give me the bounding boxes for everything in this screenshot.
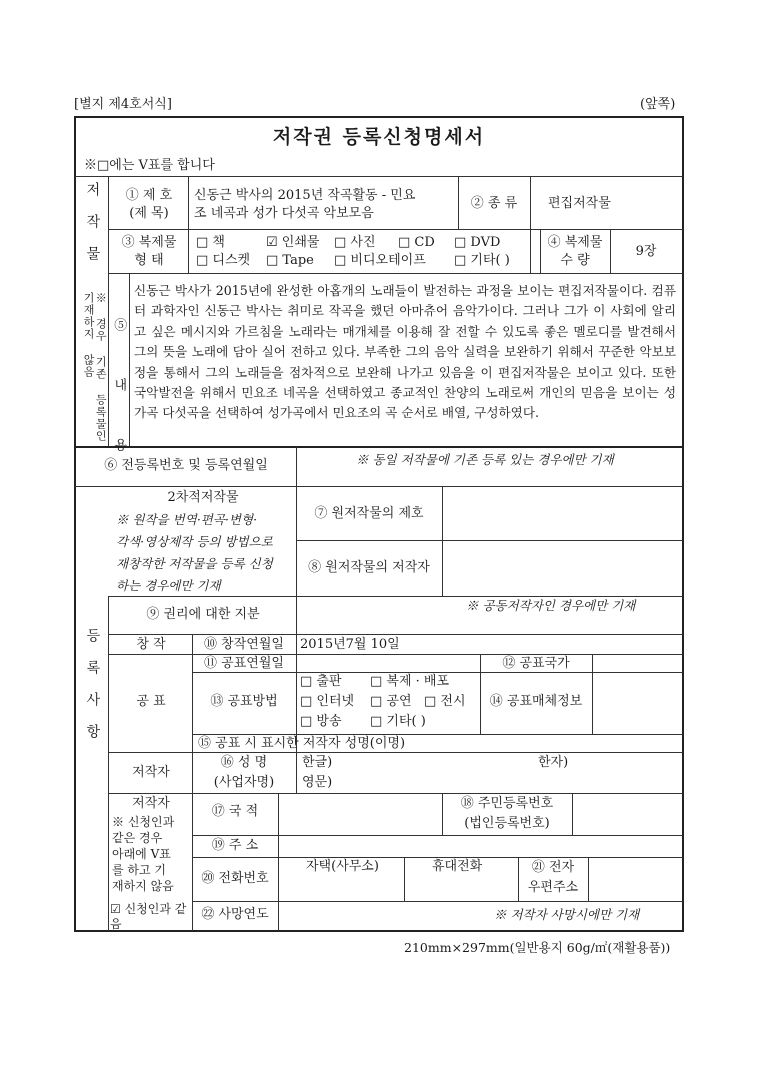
kind-value[interactable]: 편집저작물 xyxy=(548,196,611,211)
title-value-line1[interactable]: 신동근 박사의 2015년 작곡활동 - 민요 xyxy=(194,188,416,203)
content-label: ⑤ 내 용 xyxy=(111,318,127,467)
derivative-title: 2차적저작물 xyxy=(167,490,239,505)
copy-option-print[interactable]: ☑ 인쇄물 xyxy=(266,235,320,250)
copy-option-videotape[interactable]: □ 비디오테이프 xyxy=(334,253,426,268)
page-side-label: (앞쪽) xyxy=(640,97,676,112)
rule xyxy=(296,540,683,541)
rule xyxy=(278,793,279,931)
phone-home-label: 자택(사무소) xyxy=(306,859,379,874)
title-label-sub: (제 목) xyxy=(129,206,169,221)
rule xyxy=(108,229,683,230)
rule xyxy=(192,857,683,858)
phone-mobile-label: 휴대전화 xyxy=(432,859,483,874)
title-value-line2[interactable]: 조 네곡과 성가 다섯곡 악보모음 xyxy=(194,206,374,221)
pub-method-print[interactable]: □ 출판 xyxy=(300,674,342,689)
creation-date-label: ⑩ 창작연월일 xyxy=(204,637,284,652)
author-name-korean[interactable]: 한글) xyxy=(302,755,333,770)
derivative-note-3: 재창작한 저작물을 등록 신청 xyxy=(116,556,273,571)
copy-qty-label: ④ 복제물 xyxy=(547,235,603,250)
rule xyxy=(108,634,683,635)
rule xyxy=(296,447,297,635)
copy-option-other[interactable]: □ 기타( ) xyxy=(454,253,510,268)
nationality-label: ⑰ 국 적 xyxy=(211,804,259,819)
copy-option-cd[interactable]: □ CD xyxy=(398,235,435,250)
checkbox-instruction: ※□에는 V표를 합니다 xyxy=(84,158,215,173)
rule xyxy=(108,596,683,597)
author-name-english[interactable]: 영문) xyxy=(302,775,333,790)
publication-label: 공 표 xyxy=(136,694,166,709)
author-label: 저작자 xyxy=(132,765,170,780)
copy-qty-value[interactable]: 9장 xyxy=(635,244,657,259)
rule xyxy=(108,273,683,274)
author2-label: 저작자 xyxy=(132,796,170,811)
rule xyxy=(108,177,109,446)
rule xyxy=(192,835,683,836)
title-label: ① 제 호 xyxy=(125,188,173,203)
registration-section-label: 등록사항 xyxy=(84,628,101,756)
work-section-label: 저작물 xyxy=(84,182,101,278)
pub-date-label: ⑪ 공표연월일 xyxy=(204,656,284,671)
rights-share-label: ⑨ 권리에 대한 지분 xyxy=(146,607,260,622)
pub-country-label: ⑫ 공표국가 xyxy=(502,656,570,671)
rule xyxy=(108,654,683,655)
rule xyxy=(188,177,189,273)
email-label: ㉑ 전자 xyxy=(531,860,575,875)
prev-registration-label: ⑥ 전등록번호 및 등록연월일 xyxy=(104,458,268,473)
rule xyxy=(296,634,297,752)
derivative-note-2: 각색·영상제작 등의 방법으로 xyxy=(116,534,273,549)
pub-method-internet[interactable]: □ 인터넷 xyxy=(300,694,355,709)
author2-note-1: ※ 신청인과 xyxy=(112,815,175,829)
rule xyxy=(108,596,109,931)
author-name-label: ⑯ 성 명 xyxy=(220,755,268,770)
rule xyxy=(530,177,531,273)
rule xyxy=(442,486,443,596)
form-title: 저작권 등록신청명세서 xyxy=(272,126,486,148)
copy-form-label: ③ 복제물 xyxy=(121,235,177,250)
pub-method-performance[interactable]: □ 공연 xyxy=(370,694,412,709)
pub-method-other[interactable]: □ 기타( ) xyxy=(370,714,426,729)
prev-registration-note: ※ 동일 저작물에 기존 등록 있는 경우에만 기재 xyxy=(356,452,614,467)
rule xyxy=(192,901,683,902)
rule xyxy=(75,446,683,448)
copy-qty-label-sub: 수 량 xyxy=(560,253,590,268)
rule xyxy=(129,273,130,446)
rule xyxy=(588,857,589,901)
rule xyxy=(75,486,683,487)
pub-method-label: ⑬ 공표방법 xyxy=(210,694,278,709)
paper-spec: 210mm×297mm(일반용지 60g/㎡(재활용품)) xyxy=(404,940,671,955)
rule xyxy=(192,734,683,735)
kind-label: ② 종 류 xyxy=(470,196,518,211)
content-text[interactable]: 신동근 박사가 2015년에 완성한 아홉개의 노래들이 발전하는 과정을 보이는 편집저작물이다. 컴퓨터 과학자인 신동근 박사는 취미로 작곡을 했던 아마츄어 음악가이다. 그러나 그가 이 사회에 알리고 싶은 메시지와 가르침을 노래라는 매개체를 이용해 잘 전할 수 있도록 좋은 멜로디를 발견해서 그의 뜻을 노래에 담아 실어 전하고 있다. 부족한 그의 음악 실력을 보완하기 위해서 꾸준한 악보보정을 통해서 그의 노래들을 점차적으로 보완해 나가고 있음을 이 편집저작물은 보이고 있다. 또한 국악발전을 위해서 민요조 네곡을 선택하였고 종교적인 찬양의 노래로써 개인의 믿음을 보이는 성가곡 다섯곡을 선택하여 성가곡에서 민요조의 곡 순서로 배열, 구성하였다. xyxy=(134,283,676,421)
death-year-note: ※ 저작자 사망시에만 기재 xyxy=(494,907,640,922)
orig-author-label: ⑧ 원저작물의 저작자 xyxy=(308,560,430,575)
copy-option-diskette[interactable]: □ 디스켓 xyxy=(196,253,251,268)
rule xyxy=(592,654,593,734)
author2-note-4: 를 하고 기 xyxy=(112,863,166,877)
author2-note-5: 재하지 않음 xyxy=(112,879,174,893)
copy-option-photo[interactable]: □ 사진 xyxy=(334,235,376,250)
pub-method-distribution[interactable]: □ 복제 · 배포 xyxy=(370,674,450,689)
phone-label: ⑳ 전화번호 xyxy=(201,871,269,886)
pub-name-label: ⑮ 공표 시 표시한 저작자 성명(이명) xyxy=(198,736,406,751)
address-label: ⑲ 주 소 xyxy=(211,838,259,853)
pub-method-exhibition[interactable]: □ 전시 xyxy=(424,694,466,709)
rights-share-note: ※ 공동저작자인 경우에만 기재 xyxy=(466,598,636,613)
rule xyxy=(108,793,683,794)
rule xyxy=(404,857,405,901)
existing-registration-note: ※ 경우 기존 등록물인 기재하지 않음 xyxy=(82,292,108,442)
copy-option-tape[interactable]: □ Tape xyxy=(266,253,314,268)
author2-note-3: 아래에 V표 xyxy=(112,847,171,861)
id-number-label-sub: (법인등록번호) xyxy=(464,816,550,831)
author2-note-2: 같은 경우 xyxy=(112,831,163,845)
derivative-note-4: 하는 경우에만 기재 xyxy=(116,578,221,593)
creation-date-value[interactable]: 2015년7월 10일 xyxy=(300,637,400,652)
rule xyxy=(296,752,297,793)
email-label-sub: 우편주소 xyxy=(527,880,579,895)
id-number-label: ⑱ 주민등록번호 xyxy=(460,796,554,811)
creation-label: 창 작 xyxy=(136,637,166,652)
rule xyxy=(75,176,683,177)
author-name-hanja[interactable]: 한자) xyxy=(538,755,569,770)
death-year-label: ㉒ 사망연도 xyxy=(201,907,269,922)
orig-title-label: ⑦ 원저작물의 제호 xyxy=(314,506,424,521)
same-as-applicant-checkbox[interactable]: ☑ 신청인과 같음 xyxy=(110,902,187,931)
copy-form-label-sub: 형 태 xyxy=(134,253,164,268)
author-name-label-sub: (사업자명) xyxy=(213,775,275,790)
rule xyxy=(572,793,573,835)
pub-method-broadcast[interactable]: □ 방송 xyxy=(300,714,342,729)
pub-media-label: ⑭ 공표매체정보 xyxy=(489,694,583,709)
derivative-note-1: ※ 원작을 번역·편곡·변형· xyxy=(116,512,258,527)
copy-option-dvd[interactable]: □ DVD xyxy=(454,235,501,250)
form-number: [별지 제4호서식] xyxy=(74,97,172,112)
copy-option-book[interactable]: □ 책 xyxy=(196,235,225,250)
